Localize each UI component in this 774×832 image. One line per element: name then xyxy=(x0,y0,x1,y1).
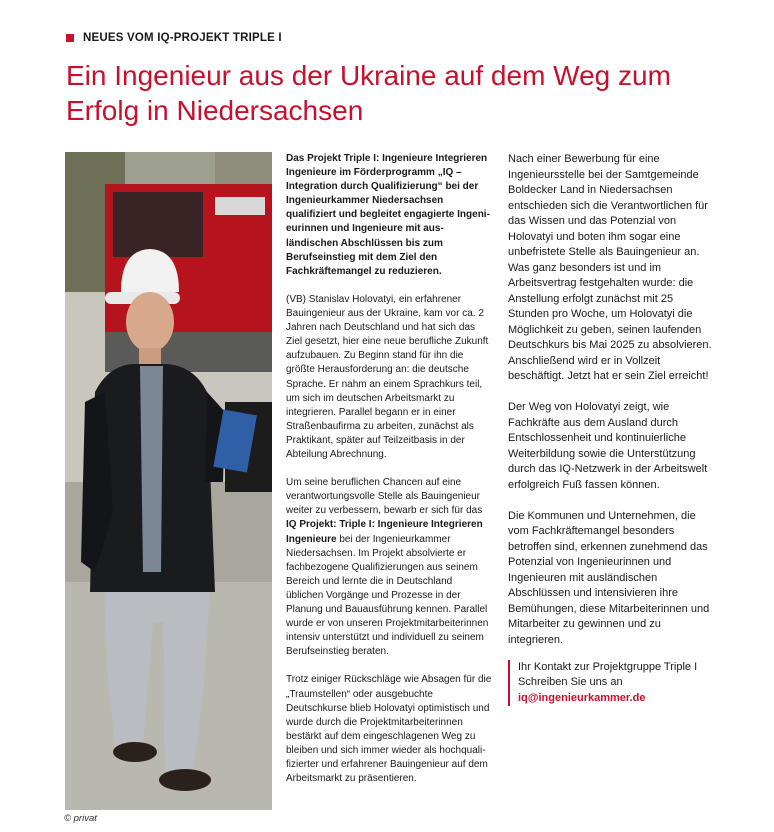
article-headline: Ein Ingenieur aus der Ukraine auf dem Weg zum Erfolg in Niedersachsen xyxy=(66,60,671,126)
contact-email-link[interactable]: iq@ingenieurkammer.de xyxy=(518,691,646,704)
section-kicker xyxy=(66,32,282,44)
article-paragraph: (VB) Stanislav Holovatyi, ein erfahrener Bauingenieur aus der Ukraine, kam vor ca. 2 Jahren nach Deutschland und hat sich das Ziel gesetzt, hier eine neue berufliche Zukunft aufzubauen. Zu Beginn stand für ihn die größte Herausforderung an: die deutsche Sprache. Er nahm an einem Sprachkurs teil, um sich im deutschen Arbeitsmarkt zu integrieren. Parallel begann er in einer Straßenbaufirma zu arbeiten, zunächst als Praktikant, später auf Teilzeitbasis in der Abteilung Abrechnung. xyxy=(286,293,489,460)
project-name: IQ Projekt: Triple I: Ingenieure Integrieren Ingenieure xyxy=(286,519,483,545)
article-paragraph xyxy=(286,476,492,659)
article-paragraph: Nach einer Bewerbung für eine Ingenieursstelle bei der Samtgemeinde Boldecker Land in Niedersachsen entschieden sich die Verantwortlichen für das Wissen und das Potenzial von Holovatyi und boten ihm sogar eine unbefristete Stelle als Bauingenieur an. Was ganz besonders ist und im Arbeitsvertrag festgehalten wurde: die Anstellung erfolgt zunächst mit 25 Stunden pro Woche, um Holovatyi die Möglichkeit zu geben, seinen laufenden Deutschkurs bis Mai 2025 zu absolvieren. Anschließend wird er in Vollzeit beschäftigt. Jetzt hat er sein Ziel erreicht! xyxy=(508,153,712,382)
contact-box xyxy=(508,660,714,707)
article-column-right xyxy=(508,152,714,706)
paragraph-text: bei der Ingenieurkammer Niedersachsen. Im Projekt absolvierte er fachbezogene Qualifizierungen aus seinem Bereich und lernte die in Deutschland üblichen Vorgänge und Prozesse in der Planung und Bauausführung kennen. Parallel wurde er von unseren Projektmitarbeiterinnen intensiv unterstützt und individuell zu seinem Berufseinstieg beraten. xyxy=(286,533,489,658)
article-paragraph: Trotz einiger Rückschläge wie Absagen für die „Traumstellen“ oder ausgebuchte Deutschkurse blieb Holovatyi optimistisch und wurde durch die Projektmitarbeiterinnen bestärkt auf dem eingeschlagenen Weg zu bleiben und sich immer wieder als hochqualifizierter und erfahrener Bauingenieur auf dem Arbeitsmarkt zu präsentieren. xyxy=(286,674,492,785)
kicker-text: NEUES VOM IQ-PROJEKT TRIPLE I xyxy=(83,32,282,44)
article-paragraph: Der Weg von Holovatyi zeigt, wie Fachkräfte aus dem Ausland durch Entschlossenheit und kontinuierliche Weiterbildung sowie die Unterstützung durch das IQ-Netzwerk in der Arbeitswelt erfolgreich Fuß fassen können. xyxy=(508,401,708,491)
contact-line: Schreiben Sie uns an xyxy=(518,676,623,688)
article-paragraph: Die Kommunen und Unternehmen, die vom Fachkräftemangel besonders betroffen sind, erkennen zunehmend das Potenzial von Ingenieurinnen und Ingenieuren mit ausländischen Abschlüssen und intensivieren ihre Bemühungen, diese Mitarbeiterinnen und Mitarbeiter zu gewinnen und zu integrieren. xyxy=(508,509,710,646)
paragraph-text: Um seine beruflichen Chancen auf eine verantwortungsvolle Stelle als Bauingenieur weiter zu verbessern, bewarb er sich für das xyxy=(286,477,483,517)
contact-line: Ihr Kontakt zur Projektgruppe Triple I xyxy=(518,660,698,673)
kicker-square-icon xyxy=(66,34,74,42)
photo-credit: © privat xyxy=(64,813,97,824)
article-lead: Das Projekt Triple I: Ingenieure Integrieren Ingenieure im Förderprogramm „IQ – Integration durch Qualifizierung“ bei der Ingenieurkammer Niedersachsen qualifiziert und begleitet engagierte Ingenieurinnen und Ingenieure mit ausländischen Abschlüssen bis zum Berufseinstieg mit dem Ziel den Fachkräftemangel zu reduzieren. xyxy=(286,153,490,277)
article-photo xyxy=(65,152,272,810)
article-column-left xyxy=(286,152,492,800)
